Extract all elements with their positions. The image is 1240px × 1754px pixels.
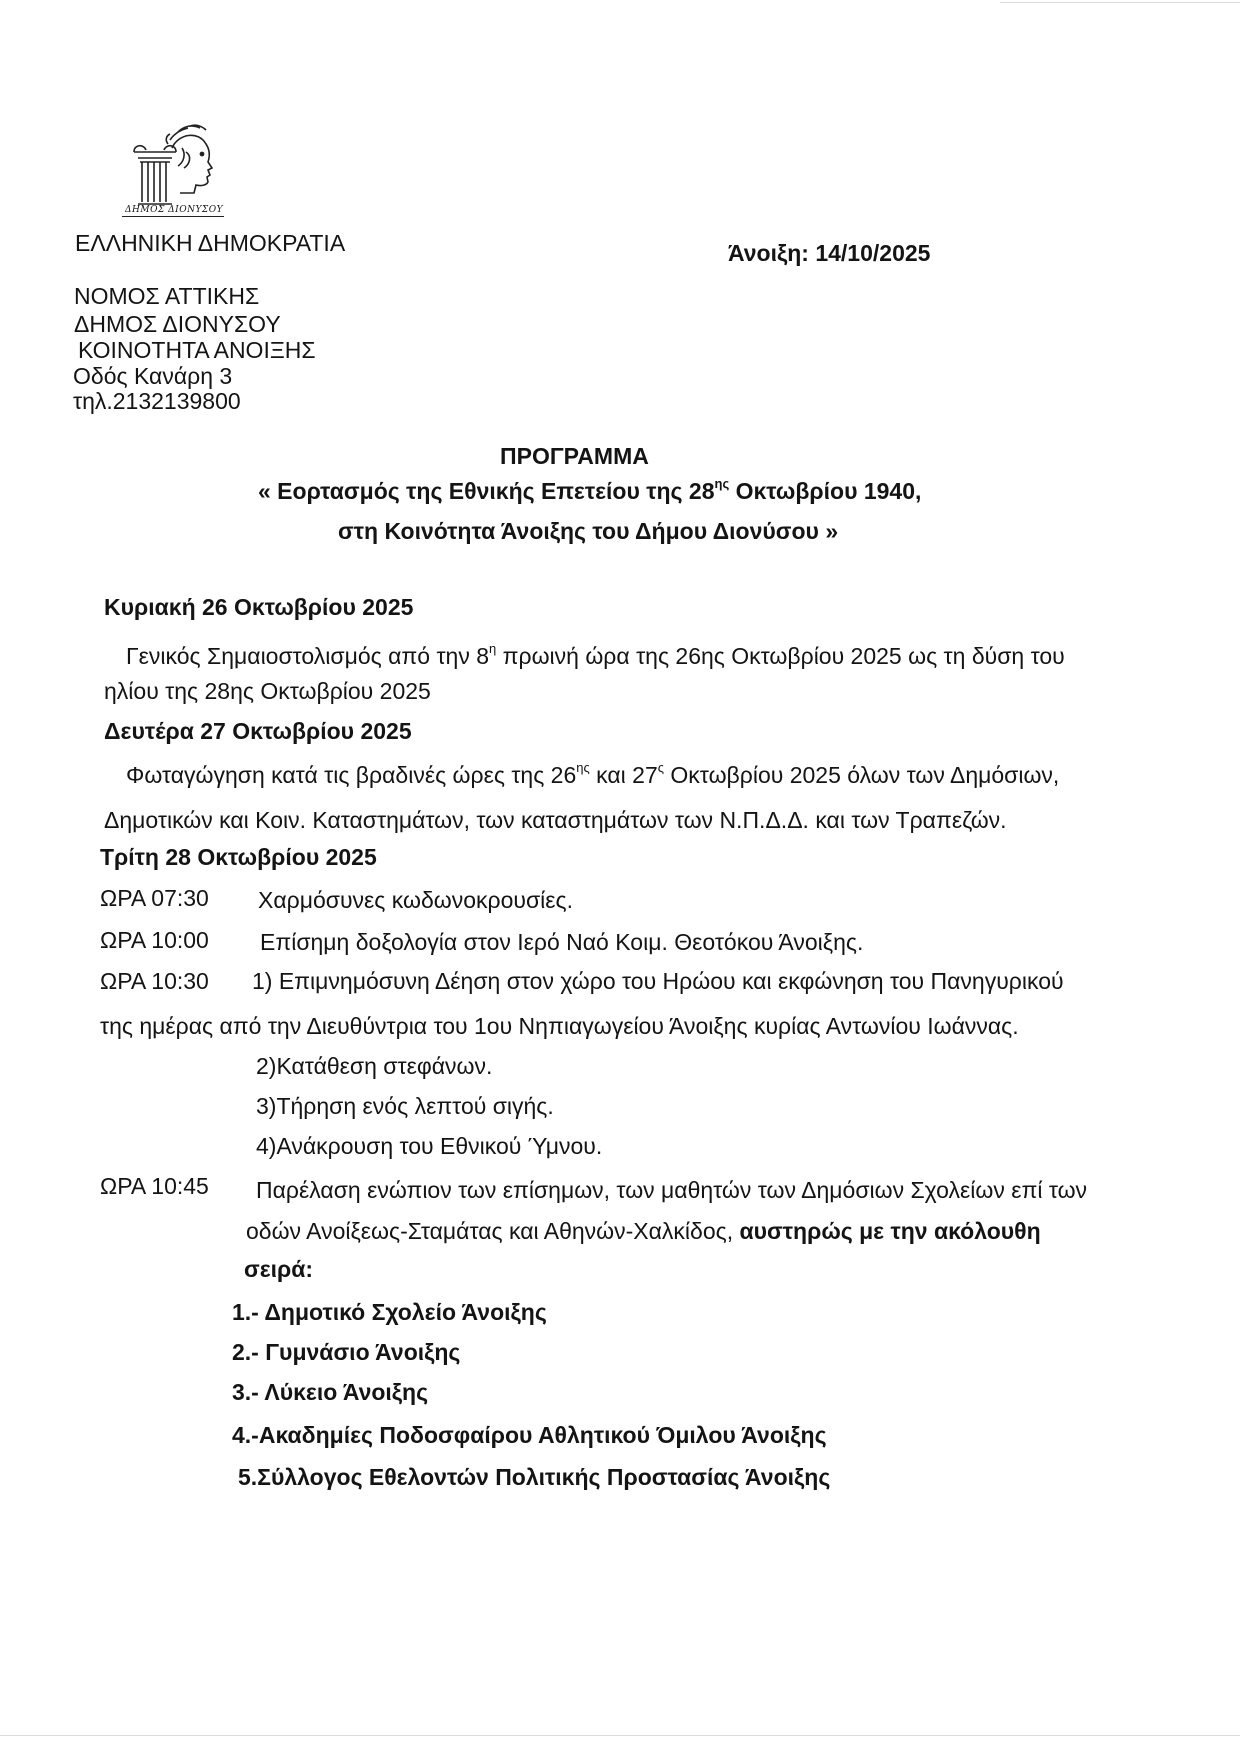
document-date: Άνοιξη: 14/10/2025 <box>728 240 931 266</box>
event2-time: ΩΡΑ 10:00 <box>100 927 209 953</box>
event2-text: Επίσημη δοξολογία στον Ιερό Ναό Κοιμ. Θεοτόκου Άνοιξης. <box>260 929 864 955</box>
logo-underline <box>122 216 224 217</box>
event4-text-line2: οδών Ανοίξεως-Σταμάτας και Αθηνών-Χαλκίδος, αυστηρώς με την ακόλουθη <box>246 1218 1041 1244</box>
header-community: ΚΟΙΝΟΤΗΤΑ ΑΝΟΙΞΗΣ <box>78 337 316 363</box>
order-item-5: 5.Σύλλογος Εθελοντών Πολιτικής Προστασίας Άνοιξης <box>238 1464 831 1490</box>
event4-text-line1: Παρέλαση ενώπιον των επίσημων, των μαθητών των Δημόσιων Σχολείων επί των <box>256 1177 1088 1203</box>
day2-text-line2: Δημοτικών και Κοιν. Καταστημάτων, των καταστημάτων των Ν.Π.Δ.Δ. και των Τραπεζών. <box>104 807 1007 833</box>
event3-time: ΩΡΑ 10:30 <box>100 968 209 994</box>
header-phone: τηλ.2132139800 <box>73 388 241 414</box>
day2-text-line1: Φωταγώγηση κατά τις βραδινές ώρες της $26^{\eta\varsigma}$ και $27^\varsigma$ Οκτωβρίου 2025 όλων των Δημόσιων, <box>126 760 1060 788</box>
event3-text-line2: της ημέρας από την Διευθύντρια του 1ου Νηπιαγωγείου Άνοιξης κυρίας Αντωνίου Ιωάννας. <box>100 1013 1019 1039</box>
event1-text: Χαρμόσυνες κωδωνοκρουσίες. <box>258 887 573 913</box>
order-item-4: 4.-Ακαδημίες Ποδοσφαίρου Αθλητικού Όμιλου Άνοιξης <box>232 1422 827 1448</box>
header-republic: ΕΛΛΗΝΙΚΗ ΔΗΜΟΚΡΑΤΙΑ <box>75 230 346 256</box>
event3-item2: 2)Κατάθεση στεφάνων. <box>256 1053 493 1079</box>
dionysus-head-column-icon <box>120 118 230 218</box>
day1-text-line1: Γενικός Σημαιοστολισμός από την $8^\eta$ πρωινή ώρα της 26ης Οκτωβρίου 2025 ως τη δύση του <box>126 641 1065 669</box>
header-prefecture: ΝΟΜΟΣ ΑΤΤΙΚΗΣ <box>74 283 260 309</box>
scan-edge-line <box>1000 2 1240 3</box>
order-item-2: 2.- Γυμνάσιο Άνοιξης <box>232 1339 461 1365</box>
header-municipality: ΔΗΜΟΣ ΔΙΟΝΥΣΟΥ <box>74 311 281 337</box>
event3-item3: 3)Τήρηση ενός λεπτού σιγής. <box>256 1093 554 1119</box>
program-subtitle-line1: « Εορτασμός της Εθνικής Επετείου της $28^{\eta\varsigma}$ Οκτωβρίου 1940, <box>258 476 922 504</box>
day3-heading: Τρίτη 28 Οκτωβρίου 2025 <box>100 844 377 870</box>
header-address: Οδός Κανάρη 3 <box>73 363 233 389</box>
program-subtitle-line2: στη Κοινότητα Άνοιξης του Δήμου Διονύσου » <box>338 518 839 544</box>
program-title: ΠΡΟΓΡΑΜΜΑ <box>500 443 649 469</box>
order-item-3: 3.- Λύκειο Άνοιξης <box>232 1379 429 1405</box>
event4-text-line3: σειρά: <box>244 1256 314 1282</box>
event3-item4: 4)Ανάκρουση του Εθνικού Ύμνου. <box>256 1133 603 1159</box>
order-item-1: 1.- Δημοτικό Σχολείο Άνοιξης <box>232 1299 547 1325</box>
scan-bottom-edge <box>0 1735 1240 1736</box>
day2-heading: Δευτέρα 27 Οκτωβρίου 2025 <box>104 718 412 744</box>
day1-heading: Κυριακή 26 Οκτωβρίου 2025 <box>104 594 414 620</box>
event3-text-line1: 1) Επιμνημόσυνη Δέηση στον χώρο του Ηρώου και εκφώνηση του Πανηγυρικού <box>252 968 1064 994</box>
event4-time: ΩΡΑ 10:45 <box>100 1173 209 1199</box>
event1-time: ΩΡΑ 07:30 <box>100 885 209 911</box>
logo-text: ΔΗΜΟΣ ΔΙΟΝΥΣΟΥ <box>125 205 224 215</box>
day1-text-line2: ηλίου της 28ης Οκτωβρίου 2025 <box>104 678 431 704</box>
